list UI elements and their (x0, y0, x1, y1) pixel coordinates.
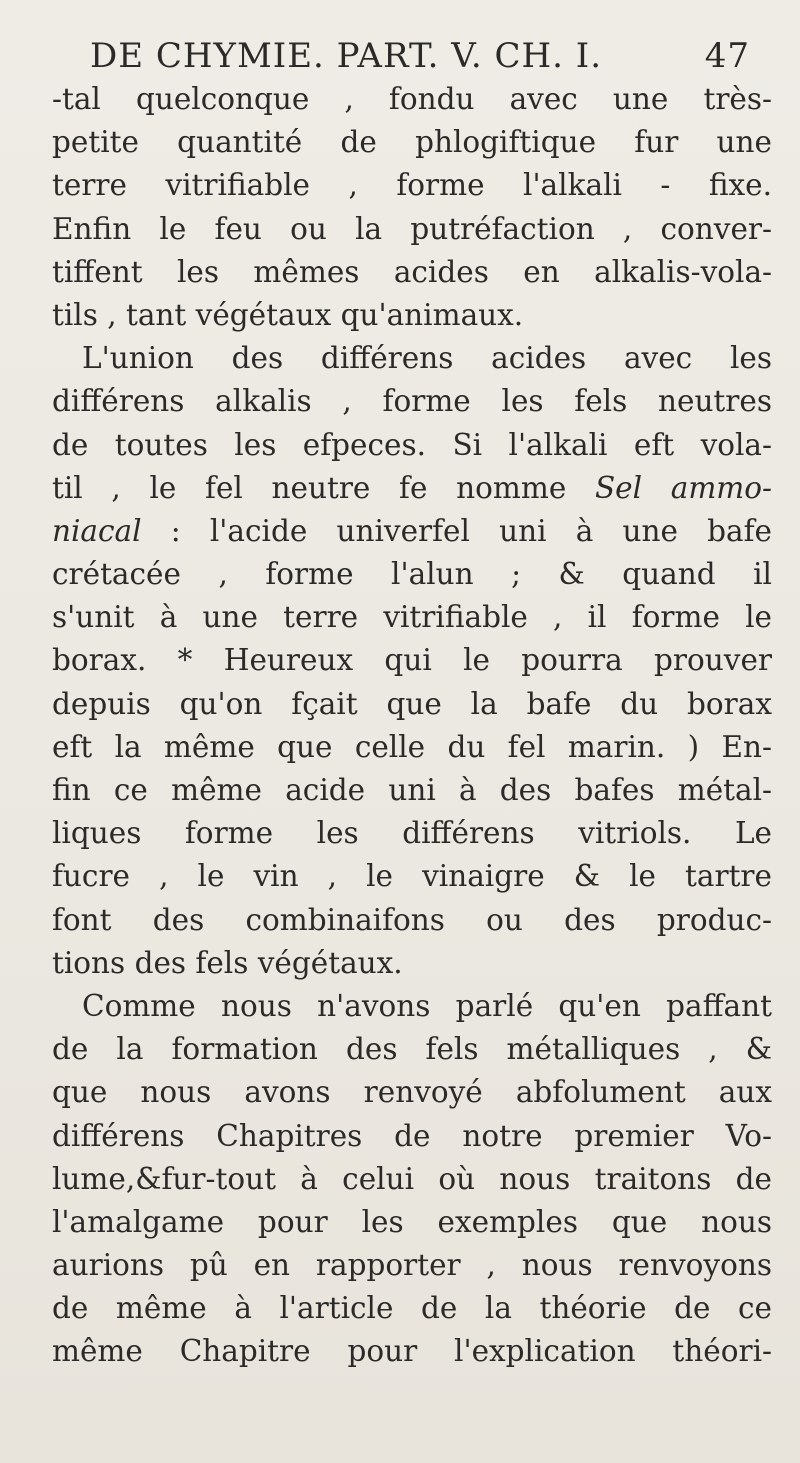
line-text: tiffent les mêmes acides en alkalis-vola- (52, 254, 772, 289)
line-text: de même à l'article de la théorie de ce (52, 1291, 772, 1326)
text-line (52, 726, 772, 769)
text-line (52, 899, 772, 942)
line-text: que nous avons renvoyé abfolument aux (52, 1075, 772, 1110)
text-line (52, 337, 772, 380)
text-line (52, 812, 772, 855)
text-line (52, 208, 772, 251)
italic-term: Sel ammo- (594, 470, 772, 505)
text-line (52, 855, 772, 898)
text-line (52, 639, 772, 682)
line-text: terre vitrifiable , forme l'alkali - fixe. (52, 168, 772, 203)
line-text: Enfin le feu ou la putréfaction , conver- (52, 211, 772, 246)
line-text: lume,&fur-tout à celui où nous traitons de (52, 1161, 772, 1196)
line-text: font des combinaifons ou des produc- (52, 902, 772, 937)
text-line (52, 1330, 772, 1373)
text-line (52, 294, 772, 337)
running-title: DE CHYMIE. PART. V. CH. I. (90, 36, 603, 76)
line-text: de la formation des fels métalliques , & (52, 1032, 772, 1067)
text-line (52, 1071, 772, 1114)
text-line (52, 1028, 772, 1071)
text-line (52, 121, 772, 164)
text-line (52, 1158, 772, 1201)
line-text: s'unit à une terre vitrifiable , il forme le (52, 600, 772, 635)
line-text: tions des fels végétaux. (52, 945, 403, 980)
text-line (52, 985, 772, 1028)
text-line (52, 769, 772, 812)
text-line (52, 1244, 772, 1287)
line-text: eft la même que celle du fel marin. ) En- (52, 729, 772, 764)
line-text: différens Chapitres de notre premier Vo- (52, 1118, 772, 1153)
line-text: Comme nous n'avons parlé qu'en paffant (82, 988, 772, 1023)
line-text: -tal quelconque , fondu avec une très- (52, 82, 772, 116)
line-text: différens alkalis , forme les fels neutres (52, 384, 772, 419)
line-text: : l'acide univerfel uni à une bafe (141, 513, 772, 548)
text-line (52, 510, 772, 553)
text-line (52, 1115, 772, 1158)
text-line (52, 1287, 772, 1330)
text-line (52, 467, 772, 510)
body-text (52, 78, 772, 1374)
line-text: crétacée , forme l'alun ; & quand il (52, 557, 772, 592)
text-line (52, 424, 772, 467)
line-text: borax. * Heureux qui le pourra prouver (52, 643, 772, 678)
text-line (52, 251, 772, 294)
text-line (52, 553, 772, 596)
text-line (52, 164, 772, 207)
line-text: même Chapitre pour l'explication théori- (52, 1334, 772, 1369)
text-line (52, 596, 772, 639)
italic-term: niacal (52, 513, 142, 548)
line-text: fucre , le vin , le vinaigre & le tartre (52, 859, 772, 894)
text-line (52, 380, 772, 423)
line-text: til , le fel neutre fe nomme (52, 470, 595, 505)
line-text: l'amalgame pour les exemples que nous (52, 1204, 772, 1239)
line-text: L'union des différens acides avec les (82, 341, 772, 376)
page-number: 47 (704, 36, 750, 76)
line-text: aurions pû en rapporter , nous renvoyons (52, 1248, 772, 1283)
text-line (52, 78, 772, 121)
text-line (52, 1201, 772, 1244)
line-text: de toutes les efpeces. Si l'alkali eft vola- (52, 427, 772, 462)
line-text: petite quantité de phlogiftique fur une (52, 125, 772, 160)
line-text: tils , tant végétaux qu'animaux. (52, 297, 524, 332)
line-text: fin ce même acide uni à des bafes métal- (52, 773, 772, 807)
text-line (52, 942, 772, 985)
text-line (52, 683, 772, 726)
line-text: liques forme les différens vitriols. Le (52, 816, 772, 851)
line-text: depuis qu'on fçait que la bafe du borax (52, 686, 772, 721)
